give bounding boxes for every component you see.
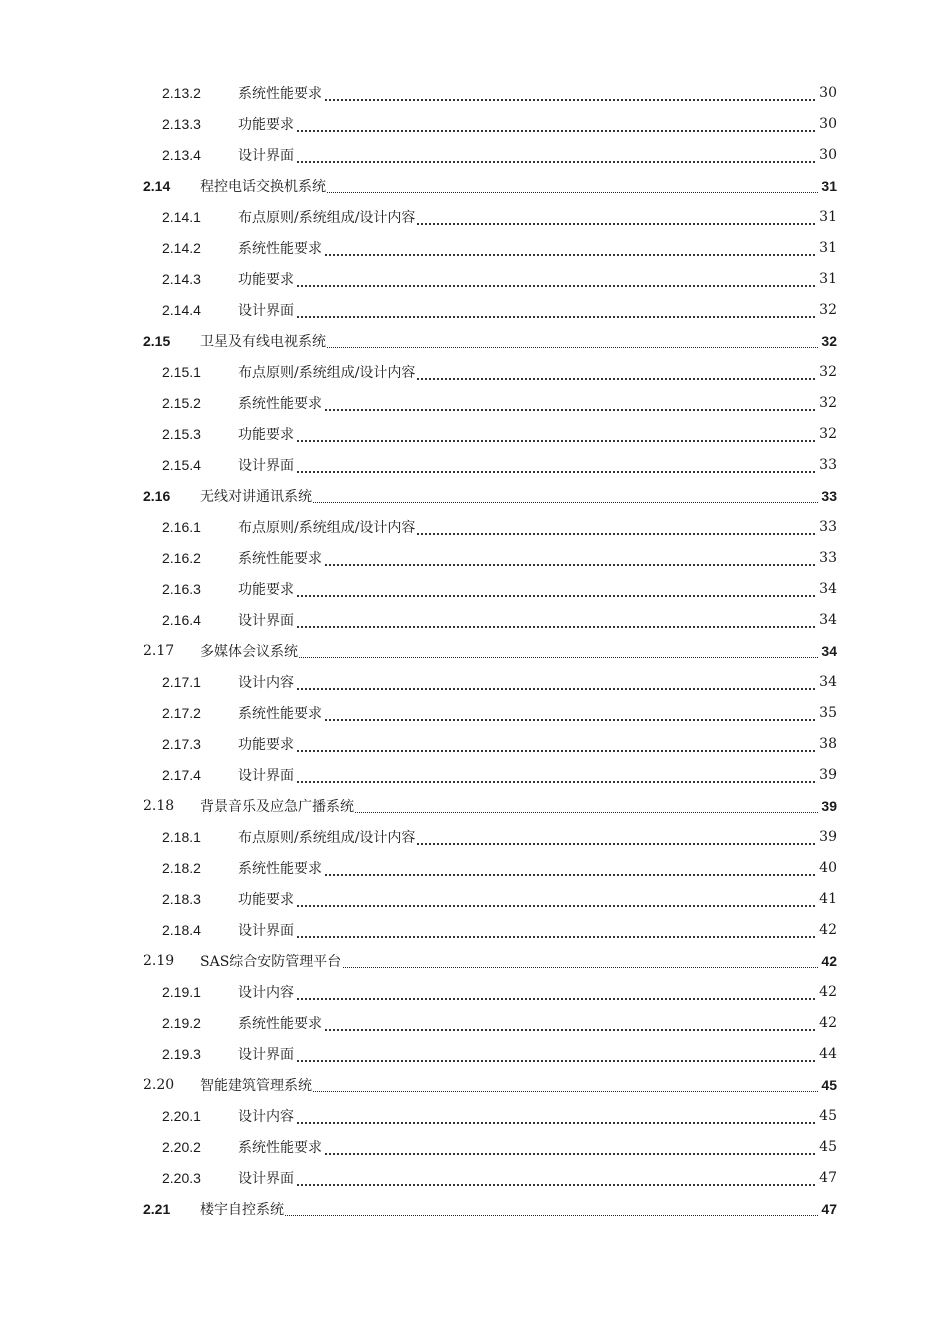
dot-leader [238, 130, 834, 132]
toc-entry-number: 2.17.3 [162, 735, 201, 752]
toc-entry-number: 2.19.1 [162, 983, 201, 1000]
toc-entry[interactable] [0, 914, 950, 945]
dot-leader [238, 1122, 834, 1124]
toc-entry-number: 2.19 [143, 952, 175, 969]
toc-entry-page: 45 [819, 1138, 837, 1155]
dot-leader [238, 688, 834, 690]
toc-entry[interactable] [0, 356, 950, 387]
toc-entry-page: 34 [819, 673, 837, 690]
toc-entry[interactable] [0, 976, 950, 1007]
toc-entry-title: 功能要求 [238, 269, 295, 289]
toc-entry-number: 2.18.3 [162, 890, 201, 907]
toc-entry-page: 32 [819, 425, 837, 442]
toc-entry[interactable] [0, 1162, 950, 1193]
dot-leader [238, 781, 834, 783]
dot-leader [238, 471, 834, 473]
toc-entry-page: 39 [821, 797, 837, 814]
toc-entry-title: 布点原则/系统组成/设计内容 [238, 827, 416, 847]
toc-entry[interactable] [0, 449, 950, 480]
toc-entry[interactable] [0, 728, 950, 759]
toc-entry-page: 33 [819, 549, 837, 566]
toc-entry[interactable] [0, 945, 950, 976]
toc-entry-page: 41 [819, 890, 837, 907]
toc-entry-page: 47 [819, 1169, 837, 1186]
toc-entry[interactable] [0, 294, 950, 325]
toc-entry[interactable] [0, 511, 950, 542]
toc-entry[interactable] [0, 666, 950, 697]
toc-entry-number: 2.20.3 [162, 1169, 201, 1186]
toc-entry[interactable] [0, 1100, 950, 1131]
toc-entry-page: 32 [819, 363, 837, 380]
toc-entry[interactable] [0, 325, 950, 356]
toc-entry-page: 30 [819, 115, 837, 132]
toc-entry[interactable] [0, 387, 950, 418]
dot-leader [238, 998, 834, 1000]
toc-entry-title: 功能要求 [238, 579, 295, 599]
toc-entry-page: 32 [819, 301, 837, 318]
toc-entry-page: 35 [819, 704, 837, 721]
toc-entry-number: 2.14 [143, 177, 171, 194]
toc-entry-page: 42 [819, 1014, 837, 1031]
dot-leader [238, 1060, 834, 1062]
toc-entry-number: 2.18 [143, 797, 175, 814]
toc-entry-title: 智能建筑管理系统 [200, 1075, 313, 1095]
toc-entry-number: 2.18.4 [162, 921, 201, 938]
toc-entry[interactable] [0, 232, 950, 263]
toc-entry[interactable] [0, 852, 950, 883]
toc-entry-number: 2.17.1 [162, 673, 201, 690]
dot-leader [238, 316, 834, 318]
toc-entry-page: 30 [819, 146, 837, 163]
dot-leader [238, 564, 834, 566]
toc-entry[interactable] [0, 790, 950, 821]
toc-entry-number: 2.20.1 [162, 1107, 201, 1124]
toc-entry-title: 布点原则/系统组成/设计内容 [238, 207, 416, 227]
toc-entry-number: 2.15.4 [162, 456, 201, 473]
table-of-contents [0, 77, 950, 1224]
toc-entry-title: 无线对讲通讯系统 [200, 486, 313, 506]
toc-entry-page: 40 [819, 859, 837, 876]
toc-entry-number: 2.16.1 [162, 518, 201, 535]
toc-entry-page: 31 [819, 239, 837, 256]
toc-entry[interactable] [0, 573, 950, 604]
toc-entry-number: 2.18.2 [162, 859, 201, 876]
toc-entry-number: 2.20 [143, 1076, 175, 1093]
toc-entry[interactable] [0, 170, 950, 201]
dot-leader [238, 874, 834, 876]
toc-entry[interactable] [0, 201, 950, 232]
toc-entry-number: 2.16.3 [162, 580, 201, 597]
toc-entry[interactable] [0, 604, 950, 635]
dot-leader [238, 1184, 834, 1186]
toc-entry[interactable] [0, 108, 950, 139]
toc-entry-number: 2.13.2 [162, 84, 201, 101]
toc-entry-page: 34 [821, 642, 837, 659]
dot-leader [238, 905, 834, 907]
toc-entry-page: 45 [819, 1107, 837, 1124]
toc-entry[interactable] [0, 1069, 950, 1100]
dot-leader [238, 1029, 834, 1031]
toc-entry-page: 34 [819, 611, 837, 628]
dot-leader [238, 440, 834, 442]
toc-entry-title: 系统性能要求 [238, 83, 323, 103]
toc-entry[interactable] [0, 759, 950, 790]
toc-entry[interactable] [0, 480, 950, 511]
toc-entry-title: 设计界面 [238, 1044, 295, 1064]
toc-entry-number: 2.13.3 [162, 115, 201, 132]
toc-entry[interactable] [0, 1007, 950, 1038]
dot-leader [238, 936, 834, 938]
toc-entry[interactable] [0, 1193, 950, 1224]
toc-entry-title: 功能要求 [238, 889, 295, 909]
toc-entry[interactable] [0, 635, 950, 666]
toc-entry-number: 2.16 [143, 487, 171, 504]
toc-entry-number: 2.15.2 [162, 394, 201, 411]
toc-entry[interactable] [0, 139, 950, 170]
dot-leader [238, 254, 834, 256]
toc-entry-title: 布点原则/系统组成/设计内容 [238, 362, 416, 382]
toc-entry-title: 系统性能要求 [238, 238, 323, 258]
dot-leader [200, 1215, 834, 1216]
toc-entry[interactable] [0, 883, 950, 914]
toc-entry-title: 功能要求 [238, 424, 295, 444]
dot-leader [238, 750, 834, 752]
toc-entry-number: 2.14.3 [162, 270, 201, 287]
toc-entry-page: 32 [821, 332, 837, 349]
toc-entry-title: 系统性能要求 [238, 548, 323, 568]
toc-entry-title: 系统性能要求 [238, 858, 323, 878]
toc-entry-title: 设计界面 [238, 610, 295, 630]
toc-entry-title: SAS综合安防管理平台 [200, 951, 342, 971]
dot-leader [238, 595, 834, 597]
dot-leader [238, 1153, 834, 1155]
toc-entry-number: 2.17 [143, 642, 175, 659]
toc-entry-title: 系统性能要求 [238, 1013, 323, 1033]
toc-entry-number: 2.14.1 [162, 208, 201, 225]
toc-entry-page: 39 [819, 766, 837, 783]
toc-entry-title: 设计界面 [238, 765, 295, 785]
dot-leader [238, 719, 834, 721]
toc-entry-number: 2.17.2 [162, 704, 201, 721]
toc-entry[interactable] [0, 77, 950, 108]
dot-leader [238, 99, 834, 101]
toc-entry-number: 2.15 [143, 332, 171, 349]
toc-entry[interactable] [0, 697, 950, 728]
toc-entry-number: 2.18.1 [162, 828, 201, 845]
toc-entry-number: 2.14.4 [162, 301, 201, 318]
toc-entry[interactable] [0, 542, 950, 573]
dot-leader [238, 409, 834, 411]
toc-entry-page: 31 [821, 177, 837, 194]
toc-entry-number: 2.19.3 [162, 1045, 201, 1062]
toc-entry-title: 楼宇自控系统 [200, 1199, 285, 1219]
toc-entry-number: 2.16.4 [162, 611, 201, 628]
toc-entry-page: 39 [819, 828, 837, 845]
toc-entry-title: 设计界面 [238, 455, 295, 475]
toc-entry-title: 设计界面 [238, 145, 295, 165]
toc-entry-number: 2.16.2 [162, 549, 201, 566]
toc-entry-number: 2.13.4 [162, 146, 201, 163]
toc-entry-title: 功能要求 [238, 114, 295, 134]
toc-entry-page: 31 [819, 208, 837, 225]
toc-entry-page: 30 [819, 84, 837, 101]
toc-entry-title: 设计内容 [238, 982, 295, 1002]
toc-entry-number: 2.21 [143, 1200, 171, 1217]
toc-entry-number: 2.15.1 [162, 363, 201, 380]
toc-entry-title: 卫星及有线电视系统 [200, 331, 327, 351]
toc-entry[interactable] [0, 418, 950, 449]
toc-entry-title: 系统性能要求 [238, 703, 323, 723]
toc-entry-title: 程控电话交换机系统 [200, 176, 327, 196]
toc-entry-title: 设计界面 [238, 300, 295, 320]
toc-entry-title: 布点原则/系统组成/设计内容 [238, 517, 416, 537]
toc-entry-number: 2.17.4 [162, 766, 201, 783]
toc-entry-title: 设计内容 [238, 1106, 295, 1126]
toc-entry[interactable] [0, 1131, 950, 1162]
toc-entry-title: 设计内容 [238, 672, 295, 692]
toc-entry-title: 系统性能要求 [238, 1137, 323, 1157]
toc-entry-title: 系统性能要求 [238, 393, 323, 413]
toc-entry-page: 31 [819, 270, 837, 287]
toc-entry-page: 45 [821, 1076, 837, 1093]
toc-entry-title: 设计界面 [238, 1168, 295, 1188]
toc-entry-page: 42 [819, 921, 837, 938]
toc-entry-page: 42 [821, 952, 837, 969]
toc-entry-number: 2.15.3 [162, 425, 201, 442]
dot-leader [238, 626, 834, 628]
toc-entry[interactable] [0, 821, 950, 852]
toc-entry-title: 多媒体会议系统 [200, 641, 299, 661]
toc-entry-page: 38 [819, 735, 837, 752]
toc-entry-title: 功能要求 [238, 734, 295, 754]
toc-entry-page: 33 [821, 487, 837, 504]
toc-entry-page: 47 [821, 1200, 837, 1217]
toc-entry-number: 2.19.2 [162, 1014, 201, 1031]
dot-leader [238, 161, 834, 163]
toc-entry-number: 2.14.2 [162, 239, 201, 256]
toc-entry-title: 设计界面 [238, 920, 295, 940]
toc-entry[interactable] [0, 1038, 950, 1069]
toc-entry-page: 34 [819, 580, 837, 597]
dot-leader [238, 285, 834, 287]
toc-entry-page: 32 [819, 394, 837, 411]
toc-entry[interactable] [0, 263, 950, 294]
toc-entry-number: 2.20.2 [162, 1138, 201, 1155]
toc-entry-title: 背景音乐及应急广播系统 [200, 796, 355, 816]
toc-entry-page: 44 [819, 1045, 837, 1062]
toc-entry-page: 42 [819, 983, 837, 1000]
toc-entry-page: 33 [819, 518, 837, 535]
toc-entry-page: 33 [819, 456, 837, 473]
